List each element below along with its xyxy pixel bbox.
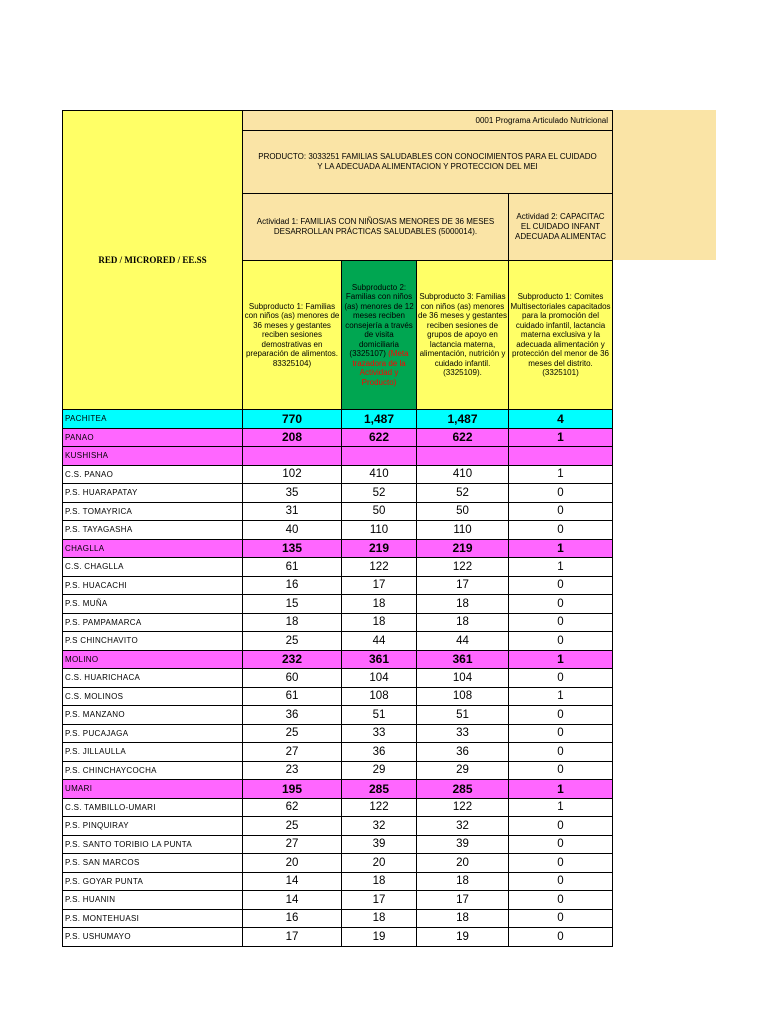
program-header: 0001 Programa Articulado Nutricional bbox=[243, 111, 613, 131]
row-value-4: 0 bbox=[509, 891, 613, 910]
row-value-4: 0 bbox=[509, 854, 613, 873]
activity2-line3: ADECUADA ALIMENTAC bbox=[515, 232, 606, 241]
row-value-1: 770 bbox=[243, 410, 342, 429]
row-value-3: 18 bbox=[417, 872, 509, 891]
table-row bbox=[63, 465, 613, 484]
row-value-1: 15 bbox=[243, 595, 342, 614]
row-value-3: 622 bbox=[417, 428, 509, 447]
row-value-4: 0 bbox=[509, 706, 613, 725]
row-value-4: 0 bbox=[509, 835, 613, 854]
row-value-4 bbox=[509, 447, 613, 466]
row-value-2: 33 bbox=[342, 724, 417, 743]
row-value-1: 208 bbox=[243, 428, 342, 447]
row-value-2: 110 bbox=[342, 521, 417, 540]
row-value-3: 122 bbox=[417, 798, 509, 817]
row-label: P.S. MONTEHUASI bbox=[63, 909, 243, 928]
row-value-1: 25 bbox=[243, 724, 342, 743]
row-label: P.S. HUANIN bbox=[63, 891, 243, 910]
table-row bbox=[63, 724, 613, 743]
row-value-3: 52 bbox=[417, 484, 509, 503]
row-value-4: 0 bbox=[509, 632, 613, 651]
row-value-4: 0 bbox=[509, 521, 613, 540]
activity1-header: Actividad 1: FAMILIAS CON NIÑOS/AS MENORES DE 36 MESES DESARROLLAN PRÁCTICAS SALUDABLES (5000014). bbox=[243, 194, 509, 261]
row-value-4: 0 bbox=[509, 669, 613, 688]
table-row bbox=[63, 539, 613, 558]
row-value-1: 36 bbox=[243, 706, 342, 725]
row-value-3: 44 bbox=[417, 632, 509, 651]
row-value-1: 18 bbox=[243, 613, 342, 632]
data-table-container bbox=[62, 110, 613, 947]
row-value-4: 0 bbox=[509, 595, 613, 614]
row-value-2: 32 bbox=[342, 817, 417, 836]
row-value-1: 195 bbox=[243, 780, 342, 799]
row-label: P.S. CHINCHAYCOCHA bbox=[63, 761, 243, 780]
row-value-1: 40 bbox=[243, 521, 342, 540]
table-body bbox=[63, 410, 613, 947]
subproduct4-header: Subproducto 1: Comites Multisectoriales capacitados para la promoción del cuidado infantil, lactancia materna exclusiva y la adecuada alimentación y protección del menor de 36 meses del distrito. (3325101) bbox=[509, 261, 613, 410]
row-value-1: 25 bbox=[243, 632, 342, 651]
row-value-3: 18 bbox=[417, 595, 509, 614]
table-row bbox=[63, 854, 613, 873]
row-value-2: 44 bbox=[342, 632, 417, 651]
row-value-1: 14 bbox=[243, 872, 342, 891]
table-row bbox=[63, 817, 613, 836]
row-label: P.S. SAN MARCOS bbox=[63, 854, 243, 873]
row-value-3: 39 bbox=[417, 835, 509, 854]
table-row bbox=[63, 410, 613, 429]
row-label: C.S. MOLINOS bbox=[63, 687, 243, 706]
product-header-line2: Y LA ADECUADA ALIMENTACION Y PROTECCION DEL MEI bbox=[317, 162, 538, 171]
row-value-3: 17 bbox=[417, 891, 509, 910]
table-row bbox=[63, 872, 613, 891]
row-value-1: 20 bbox=[243, 854, 342, 873]
row-value-2: 622 bbox=[342, 428, 417, 447]
subproduct1-header: Subproducto 1: Familias con niños (as) menores de 36 meses y gestantes reciben sesiones demostrativas en preparación de alimentos. 83325104) bbox=[243, 261, 342, 410]
row-value-3: 33 bbox=[417, 724, 509, 743]
table-row bbox=[63, 780, 613, 799]
row-value-3: 18 bbox=[417, 613, 509, 632]
row-value-4: 0 bbox=[509, 817, 613, 836]
row-value-4: 0 bbox=[509, 502, 613, 521]
row-label: UMARI bbox=[63, 780, 243, 799]
row-value-1: 61 bbox=[243, 687, 342, 706]
row-label: P.S. USHUMAYO bbox=[63, 928, 243, 947]
table-row bbox=[63, 835, 613, 854]
row-value-1: 31 bbox=[243, 502, 342, 521]
row-label: P.S. SANTO TORIBIO LA PUNTA bbox=[63, 835, 243, 854]
row-value-4: 1 bbox=[509, 798, 613, 817]
table-row bbox=[63, 428, 613, 447]
row-label: P.S. PAMPAMARCA bbox=[63, 613, 243, 632]
row-label: P.S. MUÑA bbox=[63, 595, 243, 614]
row-value-1 bbox=[243, 447, 342, 466]
row-value-1: 17 bbox=[243, 928, 342, 947]
table-row bbox=[63, 558, 613, 577]
row-value-2: 18 bbox=[342, 872, 417, 891]
row-value-4: 0 bbox=[509, 761, 613, 780]
row-value-4: 1 bbox=[509, 539, 613, 558]
activity2-header bbox=[509, 194, 613, 261]
row-value-2: 39 bbox=[342, 835, 417, 854]
row-value-4: 1 bbox=[509, 465, 613, 484]
row-value-3: 361 bbox=[417, 650, 509, 669]
row-value-3: 108 bbox=[417, 687, 509, 706]
row-label: C.S. CHAGLLA bbox=[63, 558, 243, 577]
subproduct3-header: Subproducto 3: Familias con niños (as) menores de 36 meses y gestantes reciben sesiones de grupos de apoyo en lactancia materna, alimentación, nutrición y cuidado infantil. (3325109). bbox=[417, 261, 509, 410]
row-label: P.S. TOMAYRICA bbox=[63, 502, 243, 521]
row-label: P.S. MANZANO bbox=[63, 706, 243, 725]
row-value-2: 285 bbox=[342, 780, 417, 799]
row-label: CHAGLLA bbox=[63, 539, 243, 558]
subproduct2-text: Subproducto 2: Familias con niños (as) menores de 12 meses reciben consejería a través de visita domiciliaria (3325107) bbox=[344, 282, 414, 359]
row-value-4: 0 bbox=[509, 743, 613, 762]
row-value-2: 219 bbox=[342, 539, 417, 558]
row-value-1: 60 bbox=[243, 669, 342, 688]
row-label: P.S. HUARAPATAY bbox=[63, 484, 243, 503]
table-row bbox=[63, 761, 613, 780]
row-value-1: 16 bbox=[243, 576, 342, 595]
row-value-3: 36 bbox=[417, 743, 509, 762]
table-row bbox=[63, 891, 613, 910]
row-value-4: 1 bbox=[509, 650, 613, 669]
row-label: P.S. TAYAGASHA bbox=[63, 521, 243, 540]
row-value-2: 104 bbox=[342, 669, 417, 688]
row-value-4: 0 bbox=[509, 928, 613, 947]
product-header-line1: PRODUCTO: 3033251 FAMILIAS SALUDABLES CON CONOCIMIENTOS PARA EL CUIDADO bbox=[258, 152, 597, 161]
row-label: P.S. JILLAULLA bbox=[63, 743, 243, 762]
row-label: C.S. PANAO bbox=[63, 465, 243, 484]
row-value-1: 14 bbox=[243, 891, 342, 910]
row-label: P.S. GOYAR PUNTA bbox=[63, 872, 243, 891]
row-value-1: 25 bbox=[243, 817, 342, 836]
row-label: C.S. TAMBILLO-UMARI bbox=[63, 798, 243, 817]
row-label: PANAO bbox=[63, 428, 243, 447]
table-row bbox=[63, 798, 613, 817]
table-row bbox=[63, 632, 613, 651]
row-value-2: 50 bbox=[342, 502, 417, 521]
row-value-2: 17 bbox=[342, 891, 417, 910]
table-row bbox=[63, 909, 613, 928]
product-header bbox=[243, 131, 613, 194]
row-label: P.S CHINCHAVITO bbox=[63, 632, 243, 651]
table-row bbox=[63, 669, 613, 688]
row-value-2: 29 bbox=[342, 761, 417, 780]
subproduct2-header bbox=[342, 261, 417, 410]
header-overflow-fill bbox=[612, 110, 716, 260]
data-table bbox=[62, 110, 613, 947]
row-value-2: 18 bbox=[342, 595, 417, 614]
table-row bbox=[63, 706, 613, 725]
red-microred-header: RED / MICRORED / EE.SS bbox=[63, 111, 243, 410]
row-value-1: 102 bbox=[243, 465, 342, 484]
row-value-1: 135 bbox=[243, 539, 342, 558]
row-value-2: 361 bbox=[342, 650, 417, 669]
row-value-1: 35 bbox=[243, 484, 342, 503]
subproduct2-note: (Meta trazadora de la Actividad y Producto) bbox=[352, 349, 409, 387]
row-value-1: 61 bbox=[243, 558, 342, 577]
row-value-3: 410 bbox=[417, 465, 509, 484]
row-value-3: 110 bbox=[417, 521, 509, 540]
row-value-2: 52 bbox=[342, 484, 417, 503]
row-value-1: 62 bbox=[243, 798, 342, 817]
row-value-4: 0 bbox=[509, 576, 613, 595]
row-value-4: 0 bbox=[509, 909, 613, 928]
row-value-3 bbox=[417, 447, 509, 466]
row-label: C.S. HUARICHACA bbox=[63, 669, 243, 688]
row-value-2: 17 bbox=[342, 576, 417, 595]
row-value-4: 0 bbox=[509, 484, 613, 503]
row-value-2 bbox=[342, 447, 417, 466]
row-value-4: 1 bbox=[509, 687, 613, 706]
table-row bbox=[63, 613, 613, 632]
row-value-3: 285 bbox=[417, 780, 509, 799]
row-value-2: 122 bbox=[342, 798, 417, 817]
row-value-3: 50 bbox=[417, 502, 509, 521]
row-value-1: 27 bbox=[243, 743, 342, 762]
row-value-3: 122 bbox=[417, 558, 509, 577]
table-row bbox=[63, 576, 613, 595]
row-label: P.S. HUACACHI bbox=[63, 576, 243, 595]
row-value-3: 51 bbox=[417, 706, 509, 725]
activity2-line2: EL CUIDADO INFANT bbox=[520, 222, 601, 231]
row-value-4: 1 bbox=[509, 428, 613, 447]
row-value-1: 27 bbox=[243, 835, 342, 854]
table-row bbox=[63, 447, 613, 466]
row-value-2: 410 bbox=[342, 465, 417, 484]
table-row bbox=[63, 484, 613, 503]
row-value-2: 36 bbox=[342, 743, 417, 762]
table-row bbox=[63, 650, 613, 669]
row-value-4: 0 bbox=[509, 613, 613, 632]
row-label: PACHITEA bbox=[63, 410, 243, 429]
row-value-3: 17 bbox=[417, 576, 509, 595]
table-row bbox=[63, 687, 613, 706]
row-value-2: 18 bbox=[342, 909, 417, 928]
row-label: P.S. PINQUIRAY bbox=[63, 817, 243, 836]
table-row bbox=[63, 521, 613, 540]
row-value-2: 20 bbox=[342, 854, 417, 873]
row-value-1: 23 bbox=[243, 761, 342, 780]
row-label: MOLINO bbox=[63, 650, 243, 669]
row-value-4: 1 bbox=[509, 780, 613, 799]
row-value-3: 19 bbox=[417, 928, 509, 947]
row-value-2: 51 bbox=[342, 706, 417, 725]
row-value-2: 18 bbox=[342, 613, 417, 632]
table-row bbox=[63, 502, 613, 521]
table-row bbox=[63, 743, 613, 762]
row-value-2: 1,487 bbox=[342, 410, 417, 429]
table-row bbox=[63, 595, 613, 614]
row-value-3: 18 bbox=[417, 909, 509, 928]
activity2-line1: Actividad 2: CAPACITAC bbox=[516, 212, 605, 221]
row-value-4: 0 bbox=[509, 724, 613, 743]
row-value-2: 108 bbox=[342, 687, 417, 706]
row-value-2: 19 bbox=[342, 928, 417, 947]
row-value-3: 1,487 bbox=[417, 410, 509, 429]
row-value-1: 232 bbox=[243, 650, 342, 669]
row-value-3: 29 bbox=[417, 761, 509, 780]
row-value-4: 0 bbox=[509, 872, 613, 891]
row-value-3: 32 bbox=[417, 817, 509, 836]
table-row bbox=[63, 928, 613, 947]
row-value-4: 1 bbox=[509, 558, 613, 577]
row-label: KUSHISHA bbox=[63, 447, 243, 466]
row-label: P.S. PUCAJAGA bbox=[63, 724, 243, 743]
row-value-1: 16 bbox=[243, 909, 342, 928]
row-value-3: 20 bbox=[417, 854, 509, 873]
row-value-3: 219 bbox=[417, 539, 509, 558]
row-value-3: 104 bbox=[417, 669, 509, 688]
row-value-2: 122 bbox=[342, 558, 417, 577]
row-value-4: 4 bbox=[509, 410, 613, 429]
